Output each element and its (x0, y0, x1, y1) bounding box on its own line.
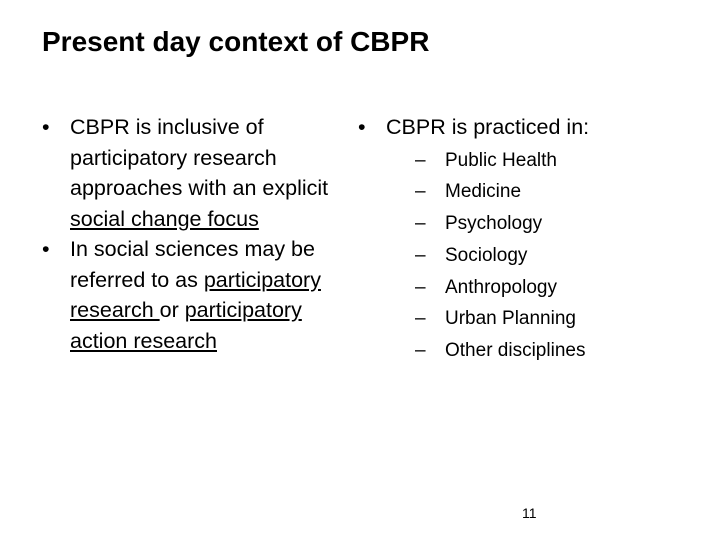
discipline-item: – Anthropology (386, 272, 652, 304)
discipline-item: – Urban Planning (386, 303, 652, 335)
discipline-item: – Sociology (386, 240, 652, 272)
slide-title: Present day context of CBPR (42, 26, 430, 57)
participatory-action-research-term: participatory action research (70, 298, 302, 353)
discipline-item: – Other disciplines (386, 335, 652, 367)
discipline-item: – Public Health (386, 145, 652, 177)
left-bullet-list (36, 112, 358, 356)
discipline-item: – Medicine (386, 176, 652, 208)
participatory-research-term: participatory research (70, 267, 321, 322)
bullet-social-sciences-text: In social sciences may be referred to as (70, 237, 315, 292)
discipline-item: – Psychology (386, 208, 652, 240)
connector-or: or (159, 298, 185, 322)
social-change-focus-term: social change focus (70, 206, 259, 231)
right-bullet-list (352, 112, 652, 367)
bullet-inclusive (36, 112, 358, 234)
right-column (352, 112, 652, 367)
bullet-inclusive-text: CBPR is inclusive of participatory research approaches with an explicit (70, 115, 329, 200)
bullet-practiced-in (352, 112, 652, 367)
practiced-in-heading: CBPR is practiced in: (386, 115, 590, 139)
bullet-social-sciences (36, 234, 358, 356)
page-number: 11 (522, 505, 537, 521)
discipline-list (386, 145, 652, 368)
left-column (36, 112, 358, 356)
